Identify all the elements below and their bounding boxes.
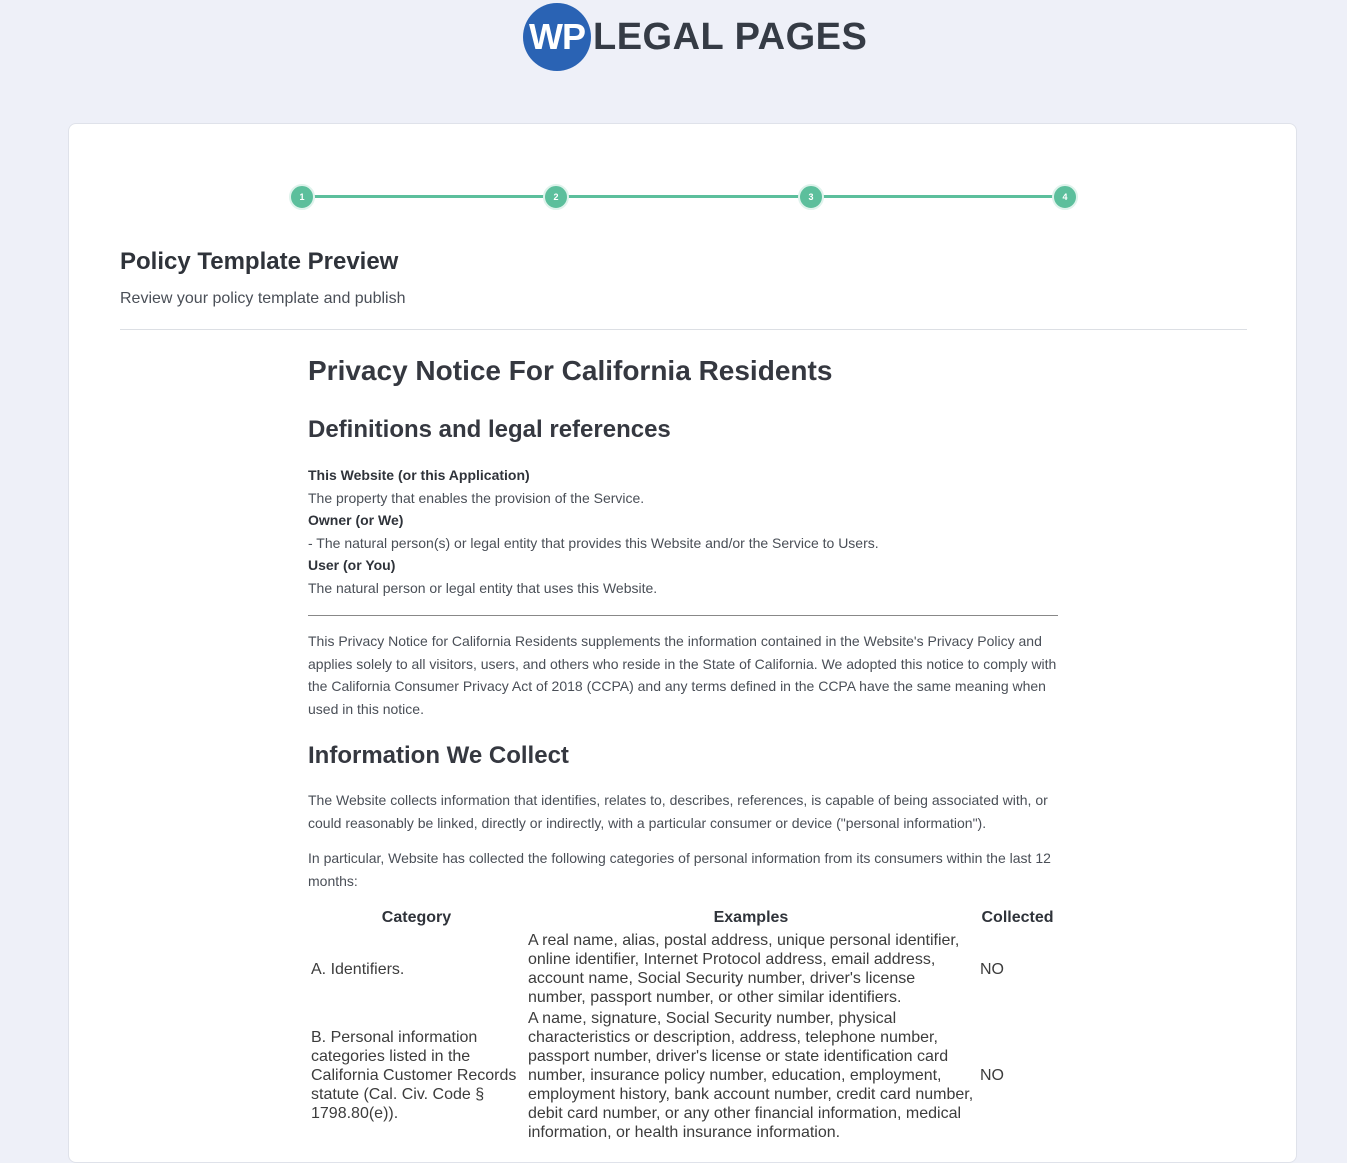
category-cell: B. Personal information categories listed in the California Customer Records statute (Cal. Civ. Code § 1798.80(e)). (311, 1029, 517, 1122)
info-heading: Information We Collect (308, 742, 569, 769)
header-divider (120, 329, 1247, 330)
examples-cell: A real name, alias, postal address, unique personal identifier, online identifier, Internet Protocol address, email address, account name, Social Security number, driver's license number, passport number, or other similar identifiers. (527, 932, 960, 1006)
section-divider (308, 615, 1058, 616)
wp-legal-pages-logo (523, 2, 867, 72)
column-header-category: Category (381, 909, 452, 926)
definition-desc: The property that enables the provision of the Service. (308, 489, 645, 506)
step-2[interactable]: 2 (543, 184, 569, 210)
intro-paragraph: This Privacy Notice for California Residents supplements the information contained in the Website's Privacy Policy and applies solely to all visitors, users, and others who reside in the State of California. We adopted this notice to comply with the California Consumer Privacy Act of 2018 (CCPA) and any terms defined in the CCPA have the same meaning when used in this notice. (308, 633, 1057, 717)
definition-term: Owner (or We) (308, 512, 404, 528)
definition-desc: - The natural person(s) or legal entity that provides this Website and/or the Service to Users. (308, 534, 879, 551)
table-row (308, 930, 1058, 1008)
step-4[interactable]: 4 (1052, 184, 1078, 210)
info-paragraph: The Website collects information that identifies, relates to, describes, references, is capable of being associated with, or could reasonably be linked, directly or indirectly, with a particular consumer or device ("personal information"). (308, 792, 1048, 831)
info-paragraph: In particular, Website has collected the following categories of personal information from its consumers within the last 12 months: (308, 850, 1051, 889)
step-connector (302, 195, 557, 198)
step-1[interactable]: 1 (289, 184, 315, 210)
definition-term: This Website (or this Application) (308, 467, 530, 483)
table-header-row (308, 906, 1058, 930)
wizard-card (68, 123, 1297, 1163)
logo-text: LEGAL PAGES (593, 15, 868, 58)
definition-term: User (or You) (308, 557, 396, 573)
step-connector (557, 195, 811, 198)
page-title: Policy Template Preview (120, 248, 399, 275)
category-cell: A. Identifiers. (311, 960, 405, 978)
step-connector (811, 195, 1065, 198)
column-header-examples: Examples (713, 909, 789, 926)
collected-cell: NO (980, 960, 1004, 978)
logo-mark: WP (523, 3, 591, 71)
step-3[interactable]: 3 (798, 184, 824, 210)
examples-cell: A name, signature, Social Security number, physical characteristics or description, address, telephone number, passport number, driver's license or state identification card number, insurance policy number, education, employment, employment history, bank account number, credit card number, debit card number, or any other financial information, medical information, or health insurance information. (527, 1010, 974, 1141)
definition-desc: The natural person or legal entity that uses this Website. (308, 579, 658, 596)
table-row (308, 1008, 1058, 1143)
policy-title: Privacy Notice For California Residents (308, 355, 833, 386)
categories-table (308, 906, 1058, 1143)
definitions-heading: Definitions and legal references (308, 416, 671, 443)
policy-preview (308, 352, 1058, 1143)
definitions-list (308, 464, 1058, 599)
collected-cell: NO (980, 1067, 1004, 1084)
column-header-collected: Collected (981, 909, 1054, 926)
page-subtitle: Review your policy template and publish (120, 290, 406, 307)
